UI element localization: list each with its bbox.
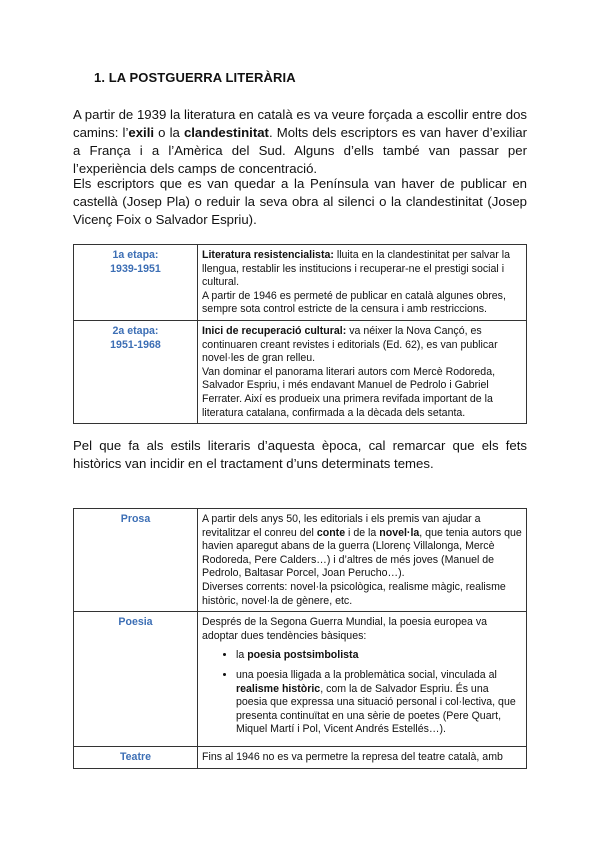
genre-label-poesia: Poesia [74, 612, 198, 747]
table-row [74, 612, 527, 747]
stage-1-label: 1a etapa: 1939-1951 [74, 245, 198, 321]
stages-table [73, 244, 527, 424]
stage-1-description: Literatura resistencialista: lluita en la clandestinitat per salvar la llengua, restablir les institucions i recuperar-ne el prestigi social i cultural. A partir de 1946 es permeté de publicar en català algunes obres, sempre sota control estricte de la censura i amb restriccions. [198, 245, 527, 321]
poetry-trends-list [202, 649, 522, 737]
genres-table [73, 508, 527, 769]
genre-poesia-description: Després de la Segona Guerra Mundial, la poesia europea va adoptar dues tendències bàsiques: • la poesia postsimbolista • una poesia lligada a la problemàtica social, vinculada al realisme històric, com la de Salvador Espriu. És una poesia que expressa una situació personal i col·lectiva, que presenta continuïtat en una sèrie de poetes (Pere Quart, Miquel Martí i Pol, Vicent Andrés Estellés…). [198, 612, 527, 747]
stage-2-description: Inici de recuperació cultural: va néixer la Nova Cançó, es continuaren creant revistes i editorials (Ed. 62), es van publicar novel·les de gran relleu. Van dominar el panorama literari autors com Mercè Rodoreda, Salvador Espriu, i més endavant Manuel de Pedrolo i Gabriel Ferrater. Així es produeix una primera revifada important de la literatura catalana, confirmada a la dècada dels setanta. [198, 320, 527, 423]
genre-label-prosa: Prosa [74, 509, 198, 612]
list-item: • una poesia lligada a la problemàtica social, vinculada al realisme històric, com la de Salvador Espriu. És una poesia que expressa una situació personal i col·lectiva, que presenta continuïtat en una sèrie de poetes (Pere Quart, Miquel Martí i Pol, Vicent Andrés Estellés…). [236, 669, 522, 737]
stage-2-label: 2a etapa: 1951-1968 [74, 320, 198, 423]
table-row [74, 320, 527, 423]
table-row [74, 509, 527, 612]
genre-prosa-description: A partir dels anys 50, les editorials i els premis van ajudar a revitalitzar el conreu del conte i de la novel·la, que tenia autors que havien aparegut abans de la guerra (Llorenç Villalonga, Mercè Rodoreda, Pere Calders…) i d’altres de més joves (Manuel de Pedrolo, Baltasar Porcel, Joan Perucho…). Diverses corrents: novel·la psicològica, realisme màgic, realisme històric, novel·la de gènere, etc. [198, 509, 527, 612]
styles-paragraph: Pel que fa als estils literaris d’aquesta època, cal remarcar que els fets històrics van incidir en el tractament d’uns determinats temes. [73, 438, 527, 471]
table-row [74, 245, 527, 321]
table-row [74, 746, 527, 768]
list-item: • la poesia postsimbolista [236, 649, 522, 663]
intro-paragraph-exile: A partir de 1939 la literatura en català es va veure forçada a escollir entre dos camins: l’exili o la clandestinitat. Molts dels escriptors es van haver d’exiliar a França i a l’Amèrica del Sud. Alguns d’ells també van passar per l’experiència dels camps de concentració. [73, 107, 527, 176]
genre-teatre-description: Fins al 1946 no es va permetre la represa del teatre català, amb [198, 746, 527, 768]
intro-paragraph-peninsula: Els escriptors que es van quedar a la Península van haver de publicar en castellà (Josep Pla) o reduir la seva obra al silenci o la clandestinitat (Josep Vicenç Foix o Salvador Espriu). [73, 176, 527, 227]
genre-label-teatre: Teatre [74, 746, 198, 768]
section-heading: 1. LA POSTGUERRA LITERÀRIA [94, 70, 296, 85]
